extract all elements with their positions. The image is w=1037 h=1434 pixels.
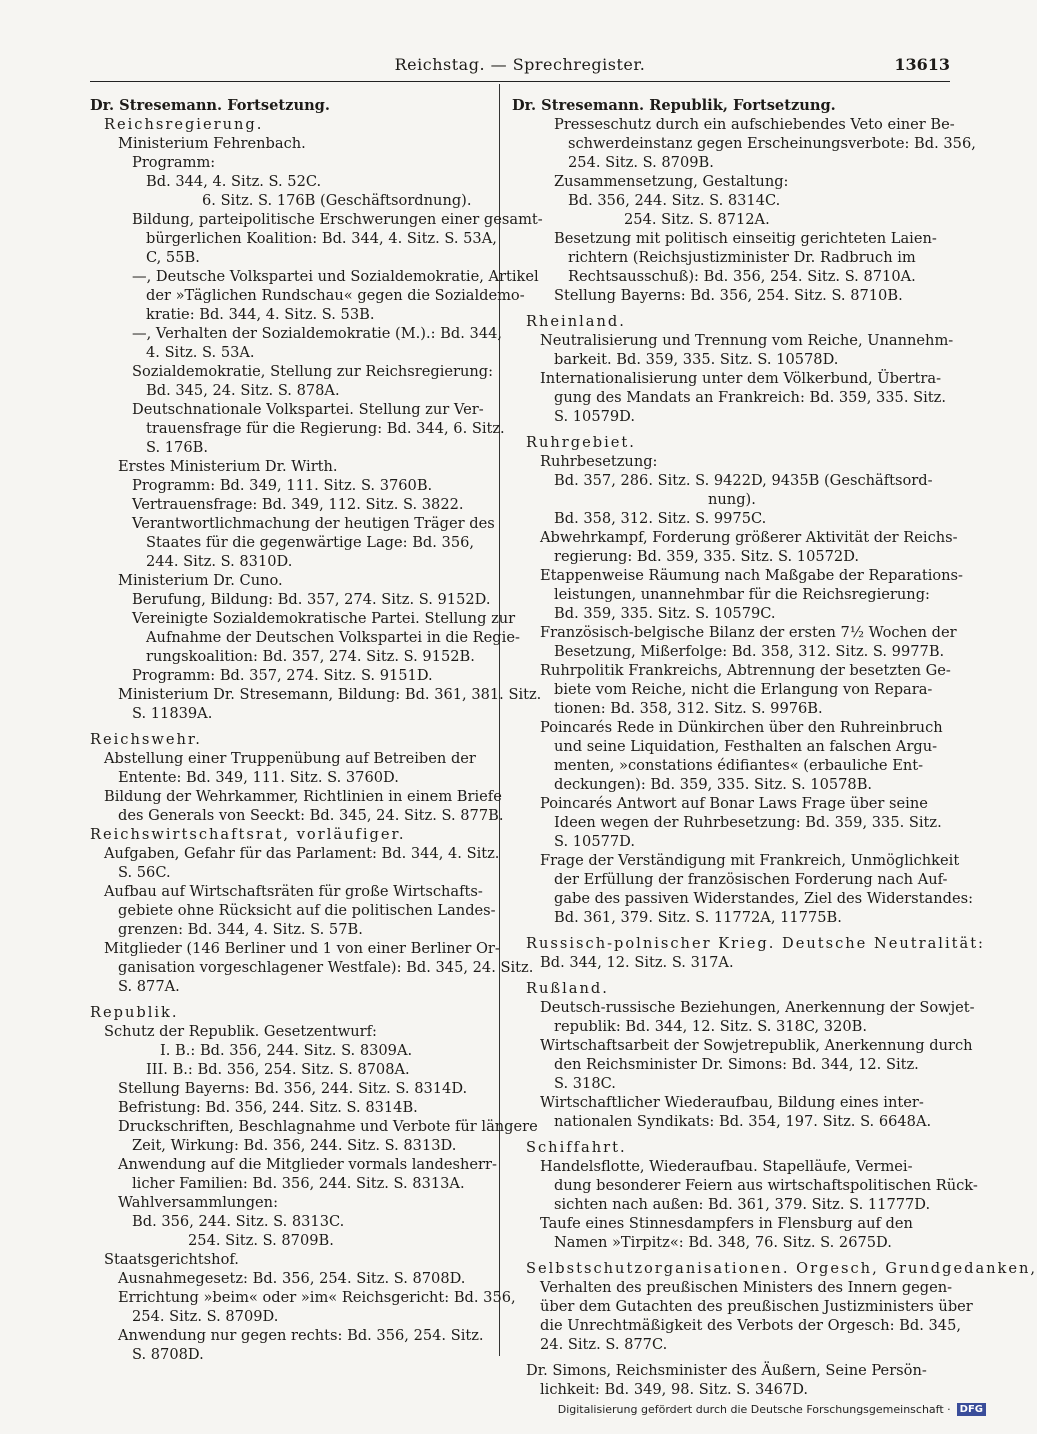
index-line: Bd. 359, 335. Sitz. S. 10579C. (554, 605, 776, 622)
index-heading: Selbstschutzorganisationen. Orgesch, Grundgedanken, (526, 1260, 1037, 1277)
index-line: S. 8708D. (132, 1346, 204, 1363)
index-line: Taufe eines Stinnesdampfers in Flensburg auf den (540, 1215, 913, 1232)
index-line: Programm: Bd. 357, 274. Sitz. S. 9151D. (132, 667, 433, 684)
left-column (90, 96, 543, 1364)
index-line: 4. Sitz. S. 53A. (146, 344, 255, 361)
index-line: rungskoalition: Bd. 357, 274. Sitz. S. 9152B. (146, 648, 475, 665)
index-line: tionen: Bd. 358, 312. Sitz. S. 9976B. (554, 700, 823, 717)
index-line: biete vom Reiche, nicht die Erlangung von Repara- (554, 681, 933, 698)
index-heading: Dr. Stresemann. Fortsetzung. (90, 97, 330, 114)
index-line: Bd. 361, 379. Sitz. S. 11772A, 11775B. (554, 909, 842, 926)
index-line: 254. Sitz. S. 8709D. (132, 1308, 279, 1325)
index-line: Ministerium Dr. Cuno. (118, 572, 283, 589)
page-header (90, 55, 950, 82)
index-heading: Rußland. (526, 980, 609, 997)
index-line: Aufbau auf Wirtschaftsräten für große Wirtschafts- (104, 883, 483, 900)
index-line: III. B.: Bd. 356, 254. Sitz. S. 8708A. (146, 1061, 410, 1078)
index-line: Rechtsausschuß): Bd. 356, 254. Sitz. S. 8710A. (568, 268, 916, 285)
index-line: Aufgaben, Gefahr für das Parlament: Bd. 344, 4. Sitz. (104, 845, 500, 862)
index-line: Namen »Tirpitz«: Bd. 348, 76. Sitz. S. 2675D. (554, 1234, 892, 1251)
index-line: Poincarés Rede in Dünkirchen über den Ruhreinbruch (540, 719, 943, 736)
index-line: bürgerlichen Koalition: Bd. 344, 4. Sitz. S. 53A, (146, 230, 497, 247)
index-line: C, 55B. (146, 249, 200, 266)
index-line: leistungen, unannehmbar für die Reichsregierung: (554, 586, 930, 603)
index-line: Berufung, Bildung: Bd. 357, 274. Sitz. S. 9152D. (132, 591, 491, 608)
index-line: Presseschutz durch ein aufschiebendes Veto einer Be- (554, 116, 955, 133)
index-line: Staatsgerichtshof. (104, 1251, 239, 1268)
entry-gap (90, 723, 488, 730)
index-heading: Schiffahrt. (526, 1139, 627, 1156)
index-line: Abstellung einer Truppenübung auf Betreiben der (104, 750, 476, 767)
index-line: Dr. Simons, Reichsminister des Äußern, Seine Persön- (526, 1362, 927, 1379)
index-line: sichten nach außen: Bd. 361, 379. Sitz. S. 11777D. (554, 1196, 931, 1213)
entry-gap (512, 972, 938, 979)
index-line: Stellung Bayerns: Bd. 356, 244. Sitz. S. 8314D. (118, 1080, 468, 1097)
index-line: Druckschriften, Beschlagnahme und Verbote für längere (118, 1118, 538, 1135)
index-line: Handelsflotte, Wiederaufbau. Stapelläufe, Vermei- (540, 1158, 913, 1175)
index-heading: Reichsregierung. (104, 116, 264, 133)
index-line: Aufnahme der Deutschen Volkspartei in die Regie- (146, 629, 520, 646)
index-line: kratie: Bd. 344, 4. Sitz. S. 53B. (146, 306, 375, 323)
right-column (512, 96, 1037, 1399)
entry-gap (512, 1354, 938, 1361)
index-line: Bildung der Wehrkammer, Richtlinien in einem Briefe (104, 788, 502, 805)
index-line: S. 176B. (146, 439, 208, 456)
index-line: Deutschnationale Volkspartei. Stellung zur Ver- (132, 401, 484, 418)
index-line: Anwendung nur gegen rechts: Bd. 356, 254. Sitz. (118, 1327, 484, 1344)
index-line: Bd. 345, 24. Sitz. S. 878A. (146, 382, 340, 399)
index-line: Ministerium Dr. Stresemann, Bildung: Bd. 361, 381. Sitz. (118, 686, 542, 703)
index-heading: Rheinland. (526, 313, 626, 330)
entry-gap (512, 927, 938, 934)
index-line: richtern (Reichsjustizminister Dr. Radbruch im (568, 249, 916, 266)
index-line: nationalen Syndikats: Bd. 354, 197. Sitz. S. 6648A. (554, 1113, 932, 1130)
footer (558, 1403, 986, 1416)
index-line: 254. Sitz. S. 8712A. (624, 211, 770, 228)
index-line: 6. Sitz. S. 176B (Geschäftsordnung). (202, 192, 472, 209)
index-line: Zeit, Wirkung: Bd. 356, 244. Sitz. S. 8313D. (132, 1137, 457, 1154)
index-line: Befristung: Bd. 356, 244. Sitz. S. 8314B. (118, 1099, 418, 1116)
index-line: S. 11839A. (132, 705, 213, 722)
index-line: Entente: Bd. 349, 111. Sitz. S. 3760D. (118, 769, 399, 786)
entry-gap (512, 1131, 938, 1138)
index-heading: Ruhrgebiet. (526, 434, 636, 451)
index-line: 24. Sitz. S. 877C. (540, 1336, 668, 1353)
index-line: über dem Gutachten des preußischen Justizministers über (540, 1298, 973, 1315)
index-line: Stellung Bayerns: Bd. 356, 254. Sitz. S. 8710B. (554, 287, 903, 304)
index-line: Bd. 358, 312. Sitz. S. 9975C. (554, 510, 767, 527)
index-line: Poincarés Antwort auf Bonar Laws Frage über seine (540, 795, 928, 812)
index-line: menten, »constations édifiantes« (erbauliche Ent- (554, 757, 924, 774)
index-line: Abwehrkampf, Forderung größerer Aktivität der Reichs- (540, 529, 958, 546)
index-line: Ruhrbesetzung: (540, 453, 658, 470)
index-line: Internationalisierung unter dem Völkerbund, Übertra- (540, 370, 942, 387)
index-line: gung des Mandats an Frankreich: Bd. 359, 335. Sitz. (554, 389, 946, 406)
index-line: Französisch-belgische Bilanz der ersten 7½ Wochen der (540, 624, 957, 641)
index-heading: Russisch-polnischer Krieg. Deutsche Neutralität: (526, 935, 985, 952)
index-line: S. 56C. (118, 864, 171, 881)
entry-gap (90, 996, 488, 1003)
index-line: barkeit. Bd. 359, 335. Sitz. S. 10578D. (554, 351, 839, 368)
index-line: S. 318C. (554, 1075, 616, 1092)
index-line: die Unrechtmäßigkeit des Verbots der Orgesch: Bd. 345, (540, 1317, 961, 1334)
index-line: Programm: (132, 154, 216, 171)
index-line: I. B.: Bd. 356, 244. Sitz. S. 8309A. (160, 1042, 413, 1059)
index-line: deckungen): Bd. 359, 335. Sitz. S. 10578B. (554, 776, 873, 793)
index-line: Wirtschaftlicher Wiederaufbau, Bildung eines inter- (540, 1094, 924, 1111)
index-line: Deutsch-russische Beziehungen, Anerkennung der Sowjet- (540, 999, 975, 1016)
index-line: Mitglieder (146 Berliner und 1 von einer Berliner Or- (104, 940, 500, 957)
index-line: Wirtschaftsarbeit der Sowjetrepublik, Anerkennung durch (540, 1037, 973, 1054)
index-line: lichkeit: Bd. 349, 98. Sitz. S. 3467D. (540, 1381, 809, 1398)
index-line: Anwendung auf die Mitglieder vormals landesherr- (118, 1156, 497, 1173)
index-line: Besetzung mit politisch einseitig gerichteten Laien- (554, 230, 937, 247)
index-line: der Erfüllung der französischen Forderung nach Auf- (554, 871, 948, 888)
index-line: 254. Sitz. S. 8709B. (568, 154, 714, 171)
index-line: Verantwortlichmachung der heutigen Träger des (132, 515, 495, 532)
index-heading: Dr. Stresemann. Republik, Fortsetzung. (512, 97, 836, 114)
index-line: schwerdeinstanz gegen Erscheinungsverbote: Bd. 356, (568, 135, 976, 152)
index-line: Bd. 344, 12. Sitz. S. 317A. (540, 954, 734, 971)
index-line: S. 877A. (118, 978, 180, 995)
index-line: nung). (708, 491, 756, 508)
index-line: 254. Sitz. S. 8709B. (188, 1232, 334, 1249)
index-heading: Reichswehr. (90, 731, 202, 748)
index-line: Zusammensetzung, Gestaltung: (554, 173, 789, 190)
index-line: den Reichsminister Dr. Simons: Bd. 344, 12. Sitz. (554, 1056, 919, 1073)
index-line: Bildung, parteipolitische Erschwerungen einer gesamt- (132, 211, 543, 228)
index-line: trauensfrage für die Regierung: Bd. 344, 6. Sitz. (146, 420, 505, 437)
index-line: republik: Bd. 344, 12. Sitz. S. 318C, 320B. (554, 1018, 868, 1035)
index-line: —, Deutsche Volkspartei und Sozialdemokratie, Artikel (132, 268, 539, 285)
dfg-logo: DFG (957, 1403, 986, 1416)
index-heading: Republik. (90, 1004, 179, 1021)
index-line: S. 10579D. (554, 408, 635, 425)
index-line: gabe des passiven Widerstandes, Ziel des Widerstandes: (554, 890, 974, 907)
entry-gap (512, 426, 938, 433)
index-line: Schutz der Republik. Gesetzentwurf: (104, 1023, 377, 1040)
index-heading: Reichswirtschaftsrat, vorläufiger. (90, 826, 406, 843)
index-line: der »Täglichen Rundschau« gegen die Sozialdemo- (146, 287, 525, 304)
index-line: dung besonderer Feiern aus wirtschaftspolitischen Rück- (554, 1177, 978, 1194)
index-line: Bd. 357, 286. Sitz. S. 9422D, 9435B (Geschäftsord- (554, 472, 933, 489)
page-number: 13613 (894, 55, 950, 74)
index-line: Besetzung, Mißerfolge: Bd. 358, 312. Sitz. S. 9977B. (554, 643, 945, 660)
index-line: Ruhrpolitik Frankreichs, Abtrennung der besetzten Ge- (540, 662, 951, 679)
footer-credit: Digitalisierung gefördert durch die Deutsche Forschungsgemeinschaft · (557, 1403, 951, 1416)
index-line: Wahlversammlungen: (118, 1194, 278, 1211)
index-line: Programm: Bd. 349, 111. Sitz. S. 3760B. (132, 477, 433, 494)
index-line: licher Familien: Bd. 356, 244. Sitz. S. 8313A. (132, 1175, 465, 1192)
index-line: Ministerium Fehrenbach. (118, 135, 306, 152)
index-line: grenzen: Bd. 344, 4. Sitz. S. 57B. (118, 921, 363, 938)
index-line: Vereinigte Sozialdemokratische Partei. Stellung zur (132, 610, 516, 627)
index-line: Etappenweise Räumung nach Maßgabe der Reparations- (540, 567, 963, 584)
index-line: des Generals von Seeckt: Bd. 345, 24. Sitz. S. 877B. (118, 807, 504, 824)
index-line: ganisation vorgeschlagener Westfale): Bd. 345, 24. Sitz. (118, 959, 534, 976)
index-line: Errichtung »beim« oder »im« Reichsgericht: Bd. 356, (118, 1289, 516, 1306)
index-line: Sozialdemokratie, Stellung zur Reichsregierung: (132, 363, 494, 380)
index-line: Vertrauensfrage: Bd. 349, 112. Sitz. S. 3822. (132, 496, 464, 513)
index-line: 244. Sitz. S. 8310D. (146, 553, 293, 570)
index-line: Ideen wegen der Ruhrbesetzung: Bd. 359, 335. Sitz. (554, 814, 942, 831)
index-line: Verhalten des preußischen Ministers des Innern gegen- (540, 1279, 953, 1296)
index-line: Neutralisierung und Trennung vom Reiche, Unannehm- (540, 332, 954, 349)
entry-gap (512, 305, 938, 312)
index-line: Bd. 344, 4. Sitz. S. 52C. (146, 173, 322, 190)
index-line: gebiete ohne Rücksicht auf die politischen Landes- (118, 902, 496, 919)
entry-gap (512, 1252, 938, 1259)
index-line: und seine Liquidation, Festhalten an falschen Argu- (554, 738, 938, 755)
index-line: Frage der Verständigung mit Frankreich, Unmöglichkeit (540, 852, 960, 869)
running-title: Reichstag. — Sprechregister. (394, 55, 646, 74)
index-line: Erstes Ministerium Dr. Wirth. (118, 458, 338, 475)
index-line: S. 10577D. (554, 833, 635, 850)
index-line: Bd. 356, 244. Sitz. S. 8313C. (132, 1213, 345, 1230)
index-line: —, Verhalten der Sozialdemokratie (M.).: Bd. 344, (132, 325, 503, 342)
index-line: regierung: Bd. 359, 335. Sitz. S. 10572D. (554, 548, 860, 565)
index-line: Ausnahmegesetz: Bd. 356, 254. Sitz. S. 8708D. (118, 1270, 466, 1287)
index-line: Bd. 356, 244. Sitz. S. 8314C. (568, 192, 781, 209)
index-line: Staates für die gegenwärtige Lage: Bd. 356, (146, 534, 475, 551)
